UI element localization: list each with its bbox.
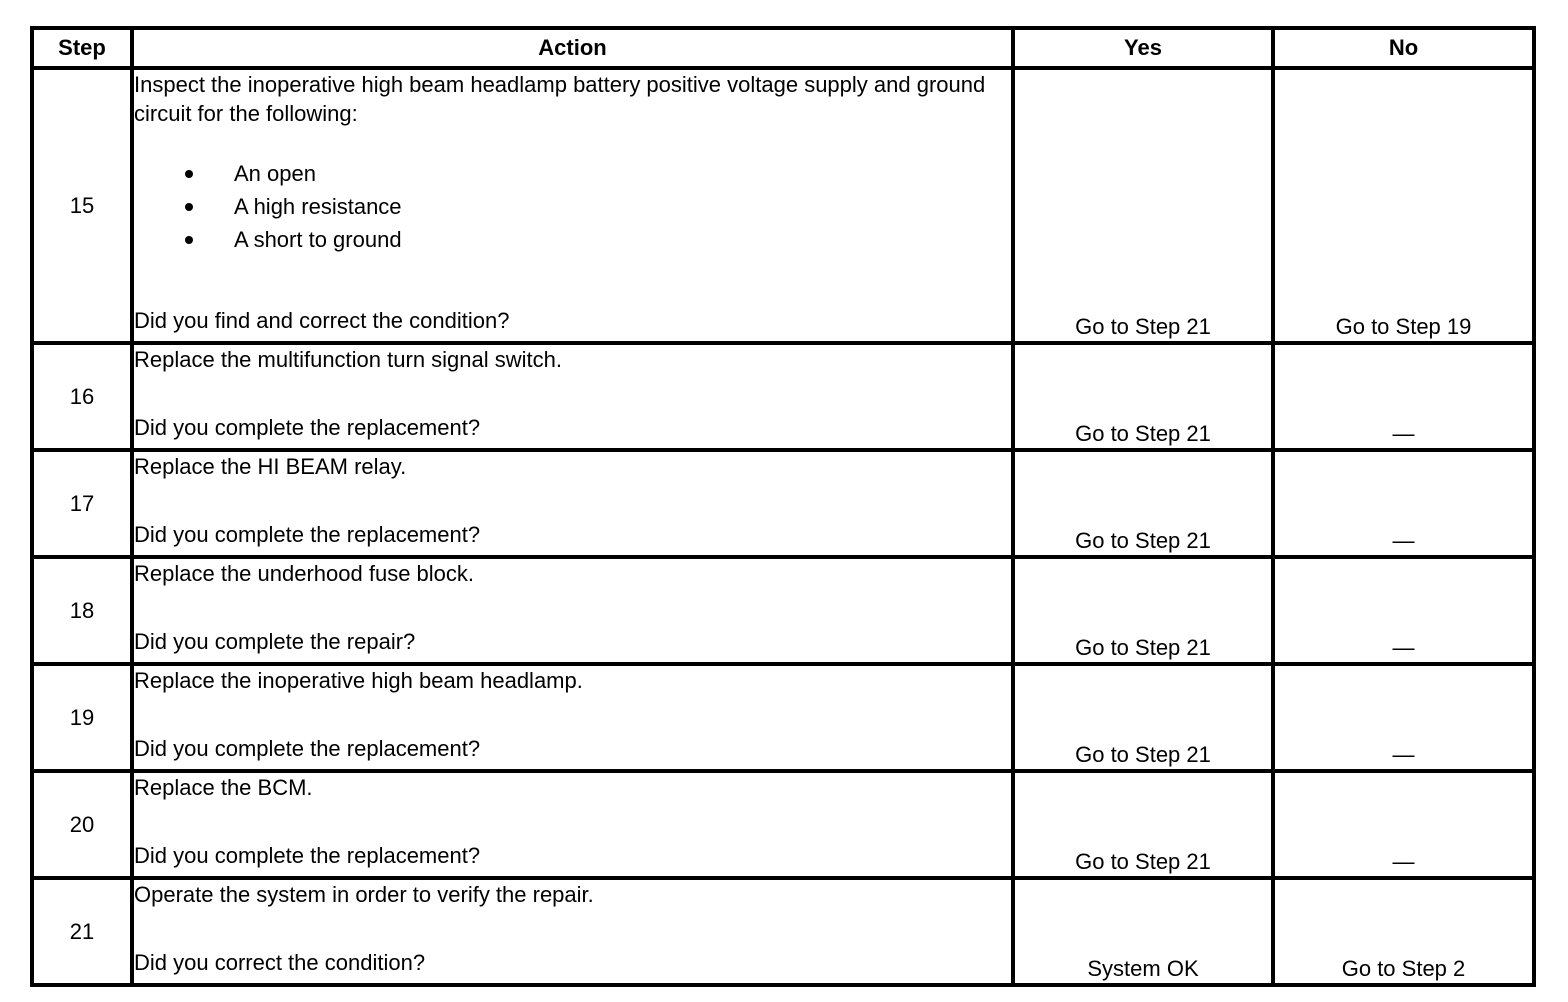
- action-text: Inspect the inoperative high beam headlamp battery positive voltage supply and ground circuit for the following:: [134, 72, 986, 126]
- bullet-icon: [185, 203, 193, 211]
- table-row: [32, 557, 1534, 664]
- no-result: —: [1273, 557, 1534, 664]
- table-row: [32, 343, 1534, 450]
- no-result: Go to Step 2: [1273, 878, 1534, 985]
- header-action: Action: [132, 28, 1013, 68]
- list-item: A short to ground: [134, 223, 1011, 256]
- action-cell: [132, 450, 1013, 557]
- yes-result: Go to Step 21: [1013, 771, 1273, 878]
- question-text: Did you complete the replacement?: [134, 415, 481, 440]
- step-number: 21: [32, 878, 132, 985]
- list-item: An open: [134, 157, 1011, 190]
- step-number: 20: [32, 771, 132, 878]
- header-no: No: [1273, 28, 1534, 68]
- question-text: Did you complete the replacement?: [134, 736, 481, 761]
- action-cell: [132, 343, 1013, 450]
- no-result: —: [1273, 771, 1534, 878]
- header-yes: Yes: [1013, 28, 1273, 68]
- action-text: Operate the system in order to verify the repair.: [134, 882, 594, 907]
- table-row: [32, 450, 1534, 557]
- action-cell: [132, 664, 1013, 771]
- header-row: [32, 28, 1534, 68]
- yes-result: Go to Step 21: [1013, 343, 1273, 450]
- step-number: 18: [32, 557, 132, 664]
- condition-list: [134, 157, 1011, 256]
- table-row: [32, 68, 1534, 343]
- table-row: [32, 878, 1534, 985]
- yes-result: Go to Step 21: [1013, 450, 1273, 557]
- table-row: [32, 771, 1534, 878]
- bullet-icon: [185, 170, 193, 178]
- step-number: 15: [32, 68, 132, 343]
- question-text: Did you complete the replacement?: [134, 843, 481, 868]
- yes-result: System OK: [1013, 878, 1273, 985]
- yes-result: Go to Step 21: [1013, 557, 1273, 664]
- step-number: 19: [32, 664, 132, 771]
- action-text: Replace the inoperative high beam headlamp.: [134, 668, 583, 693]
- step-number: 17: [32, 450, 132, 557]
- diagnostic-table: [30, 26, 1536, 987]
- action-cell: [132, 771, 1013, 878]
- table-row: [32, 664, 1534, 771]
- question-text: Did you complete the repair?: [134, 629, 416, 654]
- action-cell: [132, 68, 1013, 343]
- action-text: Replace the multifunction turn signal switch.: [134, 347, 562, 372]
- list-item: A high resistance: [134, 190, 1011, 223]
- action-text: Replace the BCM.: [134, 775, 313, 800]
- bullet-icon: [185, 236, 193, 244]
- action-text: Replace the underhood fuse block.: [134, 561, 475, 586]
- header-step: Step: [32, 28, 132, 68]
- action-cell: [132, 557, 1013, 664]
- question-text: Did you find and correct the condition?: [134, 308, 510, 333]
- yes-result: Go to Step 21: [1013, 68, 1273, 343]
- no-result: —: [1273, 343, 1534, 450]
- step-number: 16: [32, 343, 132, 450]
- action-text: Replace the HI BEAM relay.: [134, 454, 407, 479]
- no-result: —: [1273, 664, 1534, 771]
- yes-result: Go to Step 21: [1013, 664, 1273, 771]
- no-result: —: [1273, 450, 1534, 557]
- question-text: Did you complete the replacement?: [134, 522, 481, 547]
- no-result: Go to Step 19: [1273, 68, 1534, 343]
- question-text: Did you correct the condition?: [134, 950, 426, 975]
- action-cell: [132, 878, 1013, 985]
